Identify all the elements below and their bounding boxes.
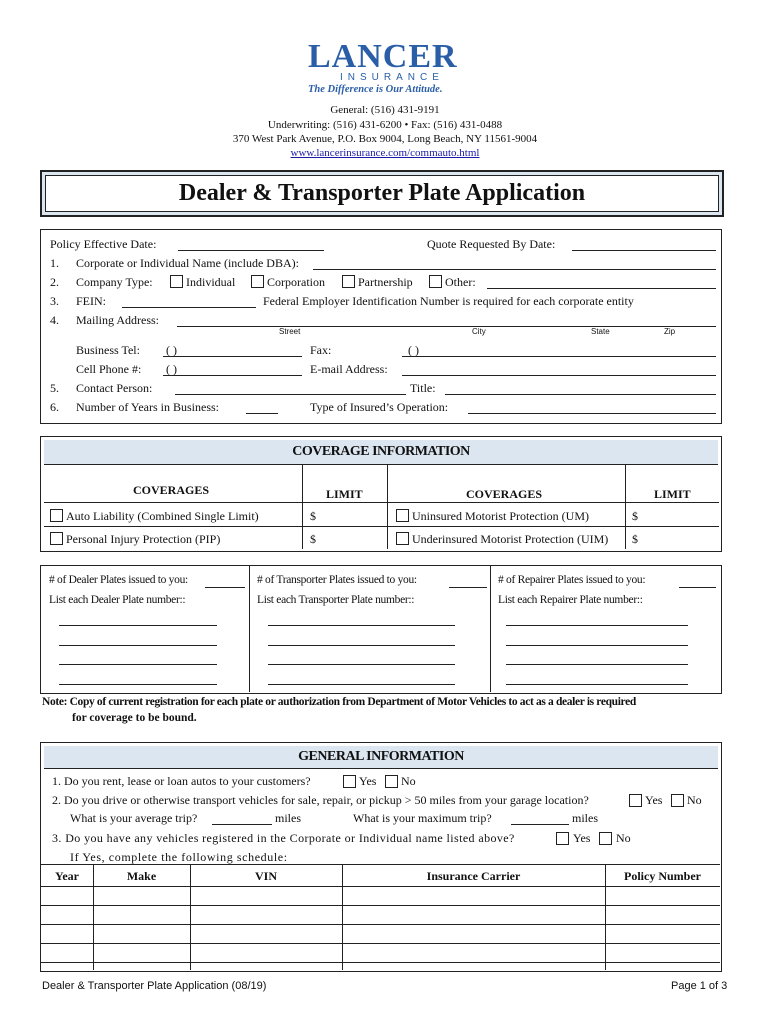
- column-header-policy-number: Policy Number: [624, 869, 701, 883]
- dealer-plates-list-label: List each Dealer Plate number::: [49, 594, 186, 606]
- dollar-sign: $: [632, 509, 638, 523]
- table-row-line: [41, 943, 720, 944]
- transporter-plate-field[interactable]: [268, 664, 455, 665]
- street-caption: Street: [279, 327, 301, 336]
- individual-label: Individual: [186, 275, 236, 289]
- limit-header: LIMIT: [654, 487, 691, 501]
- logo-tagline: The Difference is Our Attitude.: [308, 84, 443, 95]
- item-number: 6.: [50, 400, 59, 414]
- repairer-plate-field[interactable]: [506, 645, 688, 646]
- transporter-plates-list-label: List each Transporter Plate number::: [257, 594, 415, 606]
- coverage-divider: [387, 465, 388, 549]
- repairer-plates-list-label: List each Repairer Plate number::: [498, 594, 643, 606]
- page-title: Dealer & Transporter Plate Application: [45, 175, 719, 212]
- general-heading: GENERAL INFORMATION: [44, 746, 718, 769]
- miles-label: miles: [275, 811, 301, 825]
- other-field[interactable]: [487, 288, 716, 289]
- table-row-line: [41, 962, 720, 963]
- repairer-plates-count-field[interactable]: [679, 587, 716, 588]
- column-header-year: Year: [55, 869, 79, 883]
- column-header-insurance-carrier: Insurance Carrier: [426, 869, 521, 883]
- mailing-address-header: 370 West Park Avenue, P.O. Box 9004, Long Beach, NY 11561-9004: [232, 133, 538, 145]
- operation-type-label: Type of Insured’s Operation:: [310, 400, 449, 414]
- contact-person-field[interactable]: [175, 394, 406, 395]
- years-in-business-label: Number of Years in Business:: [76, 400, 219, 414]
- q1-yes-checkbox[interactable]: [343, 775, 356, 788]
- years-in-business-field[interactable]: [246, 413, 278, 414]
- fein-note: Federal Employer Identification Number is required for each corporate entity: [263, 294, 634, 308]
- plate-note: Note: Copy of current registration for each plate or authorization from Department of Motor Vehicles to act as a dealer is required: [42, 696, 636, 708]
- um-label: Uninsured Motorist Protection (UM): [412, 509, 589, 523]
- table-row-line: [41, 924, 720, 925]
- business-tel-label: Business Tel:: [76, 343, 140, 357]
- question-registered-vehicles: 3. Do you have any vehicles registered in the Corporate or Individual name listed above?: [52, 831, 515, 845]
- footer-form-name: Dealer & Transporter Plate Application (08/19): [42, 980, 267, 992]
- average-trip-label: What is your average trip?: [70, 811, 198, 825]
- dollar-sign: $: [310, 532, 316, 546]
- fein-field[interactable]: [122, 307, 256, 308]
- individual-checkbox[interactable]: [170, 275, 183, 288]
- transporter-plate-field[interactable]: [268, 625, 455, 626]
- coverage-divider: [302, 465, 303, 549]
- q2-yes-checkbox[interactable]: [629, 794, 642, 807]
- company-type-label: Company Type:: [76, 275, 153, 289]
- pip-checkbox[interactable]: [50, 532, 63, 545]
- title-field[interactable]: [445, 394, 716, 395]
- other-checkbox[interactable]: [429, 275, 442, 288]
- question-transport: 2. Do you drive or otherwise transport vehicles for sale, repair, or pickup > 50 miles from your garage location?: [52, 793, 589, 807]
- general-phone: General: (516) 431-9191: [330, 104, 440, 116]
- quote-requested-field[interactable]: [572, 250, 716, 251]
- repairer-plate-field[interactable]: [506, 625, 688, 626]
- transporter-plate-field[interactable]: [268, 684, 455, 685]
- email-field[interactable]: [402, 375, 716, 376]
- corporate-name-label: Corporate or Individual Name (include DBA):: [76, 256, 299, 270]
- dealer-plate-field[interactable]: [59, 625, 217, 626]
- no-label: No: [687, 793, 702, 807]
- coverage-heading: COVERAGE INFORMATION: [44, 440, 718, 465]
- q3-yes-checkbox[interactable]: [556, 832, 569, 845]
- item-number: 4.: [50, 313, 59, 327]
- website-link[interactable]: www.lancerinsurance.com/commauto.html: [290, 147, 480, 159]
- dollar-sign: $: [632, 532, 638, 546]
- transporter-plates-count-field[interactable]: [449, 587, 487, 588]
- policy-effective-field[interactable]: [178, 250, 324, 251]
- coverage-divider: [44, 526, 719, 527]
- plates-divider: [249, 565, 250, 692]
- other-label: Other:: [445, 275, 476, 289]
- lancer-logo: [300, 38, 480, 98]
- um-checkbox[interactable]: [396, 509, 409, 522]
- transporter-plate-field[interactable]: [268, 645, 455, 646]
- fein-label: FEIN:: [76, 294, 106, 308]
- dealer-plates-count-label: # of Dealer Plates issued to you:: [49, 574, 188, 586]
- area-code-parens: ( ): [166, 362, 177, 376]
- area-code-parens: ( ): [166, 343, 177, 357]
- table-row-line: [41, 905, 720, 906]
- coverages-header: COVERAGES: [133, 483, 210, 497]
- table-border: [41, 886, 720, 887]
- yes-label: Yes: [359, 774, 377, 788]
- partnership-checkbox[interactable]: [342, 275, 355, 288]
- dollar-sign: $: [310, 509, 316, 523]
- maximum-trip-field[interactable]: [511, 824, 569, 825]
- dealer-plates-count-field[interactable]: [205, 587, 245, 588]
- state-caption: State: [591, 327, 610, 336]
- item-number: 1.: [50, 256, 59, 270]
- corporation-checkbox[interactable]: [251, 275, 264, 288]
- coverages-header: COVERAGES: [466, 487, 543, 501]
- pip-label: Personal Injury Protection (PIP): [66, 532, 221, 546]
- coverage-divider: [44, 502, 719, 503]
- schedule-instruction: If Yes, complete the following schedule:: [70, 850, 288, 864]
- q1-no-checkbox[interactable]: [385, 775, 398, 788]
- mailing-address-label: Mailing Address:: [76, 313, 159, 327]
- auto-liability-label: Auto Liability (Combined Single Limit): [66, 509, 259, 523]
- repairer-plates-count-label: # of Repairer Plates issued to you:: [498, 574, 646, 586]
- uim-checkbox[interactable]: [396, 532, 409, 545]
- area-code-parens: ( ): [408, 343, 419, 357]
- maximum-trip-label: What is your maximum trip?: [353, 811, 492, 825]
- corporate-name-field[interactable]: [313, 269, 716, 270]
- item-number: 5.: [50, 381, 59, 395]
- average-trip-field[interactable]: [212, 824, 272, 825]
- operation-type-field[interactable]: [468, 413, 716, 414]
- no-label: No: [616, 831, 631, 845]
- logo-sub: INSURANCE: [340, 72, 444, 83]
- table-border: [41, 864, 720, 865]
- no-label: No: [401, 774, 416, 788]
- question-rent-lease: 1. Do you rent, lease or loan autos to your customers?: [52, 774, 311, 788]
- q2-no-checkbox[interactable]: [671, 794, 684, 807]
- uim-label: Underinsured Motorist Protection (UIM): [412, 532, 609, 546]
- repairer-plate-field[interactable]: [506, 664, 688, 665]
- quote-requested-label: Quote Requested By Date:: [427, 237, 556, 251]
- business-tel-field[interactable]: [163, 356, 302, 357]
- cell-phone-field[interactable]: [163, 375, 302, 376]
- title-box: [40, 170, 724, 217]
- item-number: 2.: [50, 275, 59, 289]
- city-caption: City: [472, 327, 486, 336]
- email-label: E-mail Address:: [310, 362, 388, 376]
- yes-label: Yes: [573, 831, 591, 845]
- fax-field[interactable]: [402, 356, 716, 357]
- limit-header: LIMIT: [326, 487, 363, 501]
- repairer-plate-field[interactable]: [506, 684, 688, 685]
- footer-page-number: Page 1 of 3: [671, 980, 728, 992]
- coverage-divider: [625, 465, 626, 549]
- cell-phone-label: Cell Phone #:: [76, 362, 142, 376]
- contact-person-label: Contact Person:: [76, 381, 153, 395]
- partnership-label: Partnership: [358, 275, 413, 289]
- plates-divider: [490, 565, 491, 692]
- q3-no-checkbox[interactable]: [599, 832, 612, 845]
- transporter-plates-count-label: # of Transporter Plates issued to you:: [257, 574, 417, 586]
- corporation-label: Corporation: [267, 275, 325, 289]
- logo-name: LANCER: [308, 38, 458, 75]
- miles-label: miles: [572, 811, 598, 825]
- fax-label: Fax:: [310, 343, 332, 357]
- zip-caption: Zip: [664, 327, 676, 336]
- plate-note-cont: for coverage to be bound.: [72, 712, 197, 724]
- item-number: 3.: [50, 294, 59, 308]
- yes-label: Yes: [645, 793, 663, 807]
- auto-liability-checkbox[interactable]: [50, 509, 63, 522]
- column-header-make: Make: [126, 869, 157, 883]
- dealer-plate-field[interactable]: [59, 684, 217, 685]
- dealer-plate-field[interactable]: [59, 645, 217, 646]
- underwriting-contact: Underwriting: (516) 431-6200 • Fax: (516) 431-0488: [267, 119, 503, 131]
- column-header-vin: VIN: [254, 869, 277, 883]
- policy-effective-label: Policy Effective Date:: [50, 237, 157, 251]
- title-label: Title:: [410, 381, 436, 395]
- dealer-plate-field[interactable]: [59, 664, 217, 665]
- mailing-address-field[interactable]: [177, 326, 716, 327]
